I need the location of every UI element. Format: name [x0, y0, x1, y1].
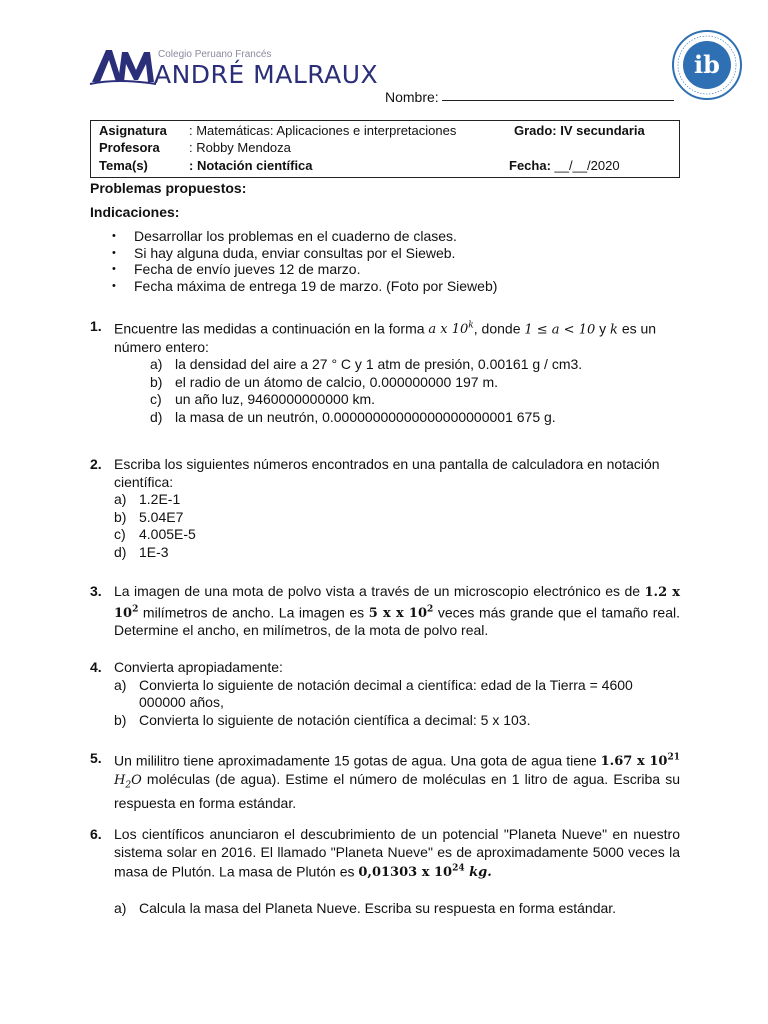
list-item: a) 1.2E-1	[114, 491, 181, 507]
fecha-label: Fecha:	[509, 158, 551, 173]
list-item: a) la densidad del aire a 27 ° C y 1 atm de presión, 0.00161 g / cm3.	[150, 356, 583, 373]
question-number: 1.	[90, 318, 102, 334]
question-text: Un mililitro tiene aproximadamente 15 gotas de agua. Una gota de agua tiene	[114, 752, 601, 769]
math-k: k	[610, 322, 618, 338]
nombre-field[interactable]	[442, 100, 674, 101]
math-form: a x 10$^k$	[428, 321, 474, 338]
asignatura-label: Asignatura	[99, 123, 167, 138]
list-item: • Si hay alguna duda, enviar consultas por el Sieweb.	[112, 245, 497, 262]
tema-value: : Notación científica	[189, 158, 313, 173]
math-value: 0,01303 x $10^{24}$ kg.	[358, 864, 492, 881]
question-text: , donde	[473, 320, 525, 337]
question-text: y	[595, 320, 611, 337]
sub-items	[114, 900, 680, 918]
list-item: • Fecha máxima de entrega 19 de marzo. (Foto por Sieweb)	[112, 278, 497, 295]
school-logo-am-icon	[88, 42, 158, 90]
question-text: es un número entero:	[114, 320, 657, 355]
list-item: d) la masa de un neutrón, 0.00000000000000000000001 675 g.	[150, 408, 556, 425]
fecha-value: __/__/2020	[550, 158, 620, 173]
math-value: 5 x x $10^2$	[368, 604, 434, 621]
profesora-value: : Robby Mendoza	[189, 140, 291, 155]
indicaciones-title: Indicaciones:	[90, 204, 180, 220]
question-4	[90, 659, 680, 729]
question-2	[90, 456, 680, 561]
list-item: b) el radio de un átomo de calcio, 0.000000000 197 m.	[150, 373, 499, 390]
ib-label: ib	[694, 50, 720, 79]
question-5	[90, 750, 680, 812]
problemas-title: Problemas propuestos:	[90, 180, 247, 196]
list-item: • Fecha de envío jueves 12 de marzo.	[112, 261, 497, 278]
question-text: Encuentre las medidas a continuación en la forma	[114, 320, 429, 337]
tema-label: Tema(s)	[99, 158, 148, 173]
sub-items	[114, 491, 680, 561]
profesora-label: Profesora	[99, 140, 160, 155]
question-number: 6.	[90, 826, 102, 842]
list-item: a) Convierta lo siguiente de notación decimal a científica: edad de la Tierra = 4600 000000 años,	[114, 676, 633, 710]
question-text: moléculas (de agua). Estime el número de moléculas en 1 litro de agua. Escriba su respuesta en forma estándar.	[114, 770, 680, 811]
list-item: b) 5.04E7	[114, 508, 184, 525]
question-1	[90, 318, 680, 426]
list-item: c) 4.005E-5	[114, 526, 196, 542]
question-text: veces más grande que el tamaño real. Determine el ancho, en milímetros, de la mota de polvo real.	[114, 603, 681, 639]
math-h2o: $H_2O$	[114, 772, 142, 791]
ib-world-school-logo-icon	[670, 28, 744, 102]
sub-items	[114, 677, 680, 730]
list-item: d) 1E-3	[114, 543, 169, 560]
math-value: 1.67 x $10^{21}$	[600, 753, 680, 770]
nombre-label: Nombre:	[385, 89, 439, 105]
course-info-table	[90, 120, 680, 178]
school-subtitle: Colegio Peruano Francés	[158, 49, 272, 60]
asignatura-value: : Matemáticas: Aplicaciones e interpretaciones	[189, 123, 457, 138]
math-condition: 1 ≤ a < 10	[524, 322, 596, 338]
math-value: 1.2 x $10^2$	[114, 585, 680, 621]
question-number: 3.	[90, 583, 102, 599]
list-item: c) un año luz, 9460000000000 km.	[150, 391, 376, 408]
indicaciones-list	[112, 228, 497, 294]
question-6	[90, 826, 680, 917]
list-item: b) Convierta lo siguiente de notación científica a decimal: 5 x 103.	[114, 711, 531, 728]
list-item: a) Calcula la masa del Planeta Nueve. Escriba su respuesta en forma estándar.	[114, 899, 617, 916]
school-name: ANDRÉ MALRAUX	[154, 60, 379, 89]
question-text: La imagen de una mota de polvo vista a través de un microscopio electrónico es de	[114, 583, 645, 599]
question-text: Escriba los siguientes números encontrados en una pantalla de calculadora en notación científica:	[114, 456, 660, 490]
question-number: 2.	[90, 456, 102, 472]
list-item: • Desarrollar los problemas en el cuaderno de clases.	[112, 228, 497, 245]
question-text: Los científicos anunciaron el descubrimiento de un potencial "Planeta Nueve" en nuestro sistema solar en 2016. El llamado "Planeta Nueve" es de aproximadamente 5000 veces la masa de Plutón. La masa de Plutón es	[114, 826, 680, 880]
question-text: milímetros de ancho. La imagen es	[138, 603, 369, 620]
question-3	[90, 583, 680, 640]
question-number: 5.	[90, 750, 102, 766]
sub-items	[150, 356, 680, 426]
question-number: 4.	[90, 659, 102, 675]
question-text: Convierta apropiadamente:	[114, 659, 283, 675]
grado-value: Grado: IV secundaria	[514, 123, 645, 138]
